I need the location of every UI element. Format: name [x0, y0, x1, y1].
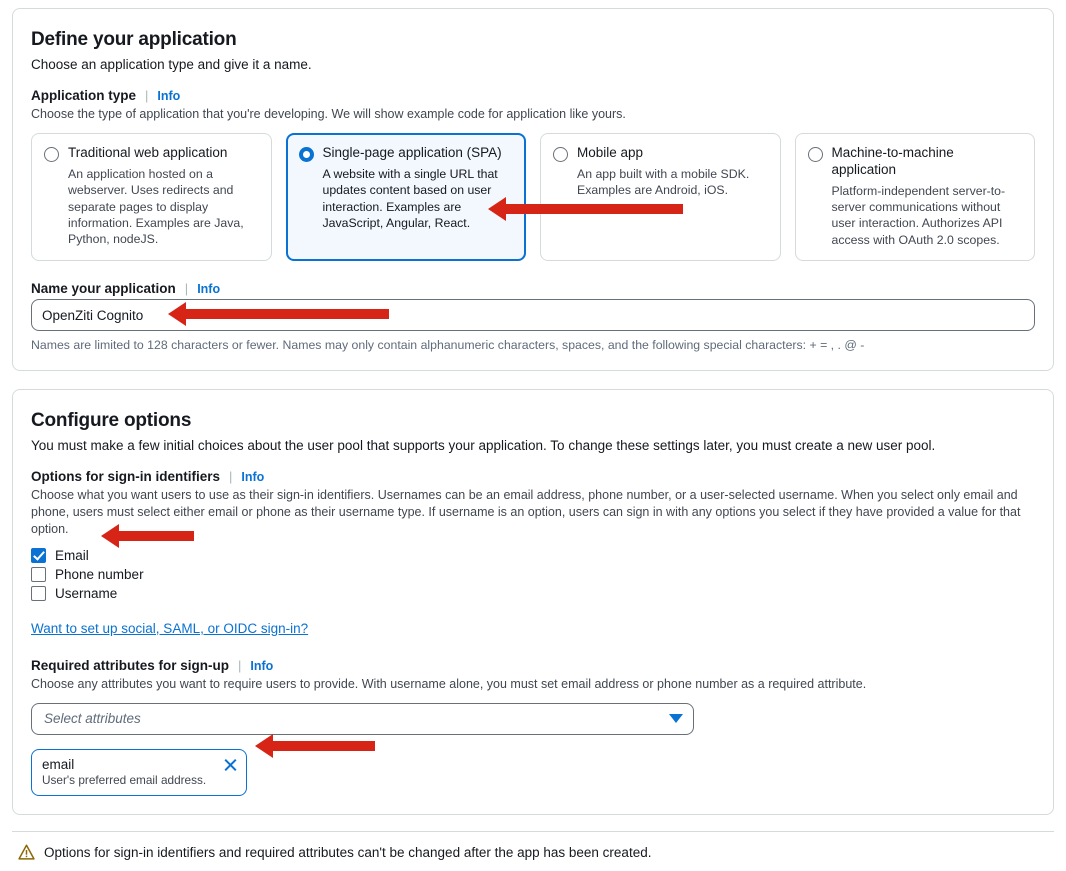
option-title: Traditional web application — [68, 144, 228, 160]
checkbox-label: Email — [55, 547, 89, 563]
signin-identifier-checkbox-group — [31, 548, 1035, 601]
radio-icon[interactable] — [299, 147, 314, 162]
warning-text: Options for sign-in identifiers and required attributes can't be changed after the app has been created. — [44, 844, 652, 860]
option-description: An application hosted on a webserver. Uses redirects and separate pages to display information. Examples are Java, Python, nodeJS. — [68, 166, 244, 247]
signin-identifiers-description: Choose what you want users to use as their sign-in identifiers. Usernames can be an email address, phone number, or a user-selected username. When you select only email and phone, users must select either email or phone as their username type. If username is an option, users can sign in with any options you select if they have provided a value for that option. — [31, 488, 1021, 536]
select-attributes-placeholder: Select attributes — [44, 711, 141, 726]
configure-options-card — [12, 389, 1054, 815]
label-divider: | — [184, 281, 189, 296]
option-machine-to-machine-application[interactable] — [795, 133, 1036, 261]
info-link-signin-identifiers[interactable]: Info — [241, 470, 265, 484]
close-icon[interactable] — [222, 757, 238, 773]
required-attributes-label-row — [31, 658, 1035, 673]
option-title: Mobile app — [577, 144, 644, 160]
option-traditional-web-application[interactable] — [31, 133, 272, 261]
radio-icon[interactable] — [553, 147, 568, 162]
application-type-label: Application type — [31, 88, 137, 103]
required-attributes-description: Choose any attributes you want to require users to provide. With username alone, you must set email address or phone number as a required attribute. — [31, 676, 867, 691]
option-title: Single-page application (SPA) — [322, 144, 502, 160]
attribute-token-description: User's preferred email address. — [42, 772, 207, 787]
annotation-arrow-email-token — [272, 741, 375, 751]
attribute-token-email — [31, 749, 247, 796]
federated-signin-link[interactable]: Want to set up social, SAML, or OIDC sign-in? — [31, 620, 309, 636]
checkbox-label: Phone number — [55, 566, 144, 582]
application-name-helper: Names are limited to 128 characters or fewer. Names may only contain alphanumeric characters, spaces, and the following special characters: + = , . @ - — [31, 338, 865, 352]
signin-identifiers-label-row — [31, 469, 1035, 484]
label-divider: | — [238, 657, 242, 673]
configure-subtitle: You must make a few initial choices about the user pool that supports your application. To change these settings later, you must create a new user pool. — [31, 438, 936, 453]
checkbox-icon[interactable] — [31, 586, 46, 601]
checkbox-label: Username — [55, 585, 118, 601]
info-link-application-type[interactable]: Info — [157, 89, 181, 103]
info-link-application-name[interactable]: Info — [197, 282, 221, 296]
radio-icon[interactable] — [808, 147, 823, 162]
option-title: Machine-to-machine application — [831, 144, 954, 177]
configure-title: Configure options — [31, 410, 192, 431]
option-description: Platform-independent server-to-server communications without user interaction. Authorizes API access with OAuth 2.0 scopes. — [831, 183, 1006, 247]
label-divider: | — [229, 469, 233, 484]
chevron-down-icon[interactable] — [669, 714, 683, 723]
option-description: A website with a single URL that updates content based on user interaction. Examples are JavaScript, Angular, React. — [322, 166, 498, 230]
checkbox-row-email[interactable] — [31, 548, 1035, 563]
application-type-options — [31, 133, 1035, 261]
warning-banner — [12, 831, 1054, 871]
application-type-description: Choose the type of application that you're developing. We will show example code for application like yours. — [31, 107, 626, 121]
annotation-arrow-email-checkbox — [118, 531, 194, 541]
option-head — [553, 145, 768, 162]
option-head — [808, 145, 1023, 179]
annotation-arrow-spa — [505, 204, 683, 214]
option-head — [299, 145, 514, 162]
checkbox-row-phone-number[interactable] — [31, 567, 1035, 582]
attribute-token-name: email — [42, 756, 75, 772]
checkbox-icon[interactable] — [31, 567, 46, 582]
info-link-required-attributes[interactable]: Info — [250, 658, 274, 673]
signin-identifiers-label: Options for sign-in identifiers — [31, 469, 220, 484]
warning-icon — [18, 844, 35, 861]
required-attributes-label: Required attributes for sign-up — [31, 657, 230, 673]
annotation-arrow-name — [185, 309, 389, 319]
option-description: An app built with a mobile SDK. Examples are Android, iOS. — [577, 166, 750, 198]
checkbox-icon[interactable] — [31, 548, 46, 563]
page-root — [0, 8, 1066, 860]
checkbox-row-username[interactable] — [31, 586, 1035, 601]
radio-icon[interactable] — [44, 147, 59, 162]
application-type-label-row — [31, 88, 1035, 103]
option-head — [44, 145, 259, 162]
application-name-label: Name your application — [31, 281, 176, 296]
option-mobile-app[interactable] — [540, 133, 781, 261]
label-divider: | — [145, 88, 149, 103]
application-name-label-row — [31, 281, 1035, 296]
page-subtitle: Choose an application type and give it a name. — [31, 57, 312, 72]
page-title: Define your application — [31, 29, 237, 50]
select-attributes-dropdown[interactable] — [31, 703, 694, 735]
